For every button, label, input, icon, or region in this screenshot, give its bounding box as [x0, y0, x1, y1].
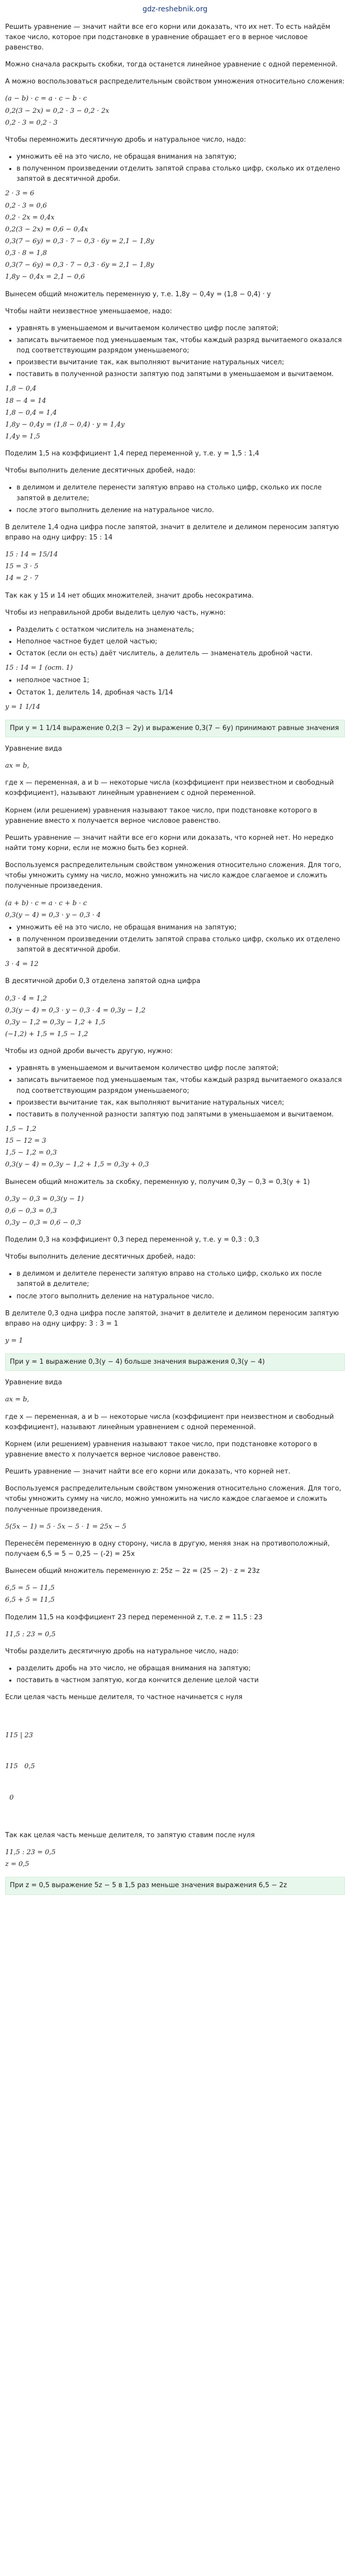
site-name[interactable]: gdz-reshebnik.org: [142, 5, 208, 13]
list-item: • в полученном произведении отделить запятой справа столько цифр, сколько их отделено запятой в десятичной дроби.: [16, 935, 345, 955]
list-item: • поставить в полученной разности запятую под запятыми в уменьшаемом и вычитаемом.: [16, 1110, 345, 1120]
list-item: • в полученном произведении отделить запятой справа столько цифр, сколько их отделено запятой в десятичной дроби.: [16, 164, 345, 184]
equation: 0,3y − 0,3 = 0,3(y − 1): [5, 1195, 84, 1203]
paragraph: В десятичной дроби 0,3 отделена запятой одна цифра: [5, 977, 201, 986]
paragraph: В делителе 0,3 одна цифра после запятой, значит в делителе и делимом переносим запятую вправо на одну цифру: 3 : 3 = 1: [5, 1309, 339, 1328]
list-item: • умножить её на это число, не обращая внимания на запятую;: [16, 152, 345, 162]
answer: y = 1 1/14: [5, 703, 41, 711]
equation: 0,3(7 − 6y) = 0,3 · 7 − 0,3 · 6y = 2,1 − 1,8y: [5, 237, 154, 245]
paragraph: где x — переменная, a и b — некоторые числа (коэффициент при неизвестном и свободный коэффициент), называют линейным уравнением с одной переменной.: [5, 779, 334, 798]
list-item: • записать вычитаемое под уменьшаемым так, чтобы каждый разряд вычитаемого оказался под соответствующим разрядом уменьшаемого;: [16, 335, 345, 356]
equation: 0,6 − 0,3 = 0,3: [5, 1207, 57, 1215]
equation: 0,2 · 2x = 0,4x: [5, 213, 55, 222]
paragraph: Вынесем общий множитель переменную z: 25z − 2z = (25 − 2) · z = 23z: [5, 1567, 260, 1575]
list-item: • умножить её на это число, не обращая внимания на запятую;: [16, 923, 345, 933]
formula: (a − b) · c = a · c − b · c: [5, 95, 87, 103]
paragraph: Можно сначала раскрыть скобки, тогда останется линейное уравнение с одной переменной.: [5, 61, 338, 69]
question-box: [5, 720, 345, 737]
rule-list: [5, 1664, 345, 1686]
paragraph: Так как целая часть меньше делителя, то запятую ставим после нуля: [5, 1831, 255, 1839]
rule-list: [5, 1269, 345, 1301]
rule-title: Чтобы из одной дроби вычесть другую, нужно:: [5, 1047, 173, 1056]
equation: 1,8y − 0,4y = (1,8 − 0,4) · y = 1,4y: [5, 420, 125, 429]
equation: 0,3(y − 4) = 0,3y − 1,2 + 1,5 = 0,3y + 0,3: [5, 1161, 149, 1169]
equation: 2 · 3 = 6: [5, 190, 34, 198]
rule-title: Чтобы разделить десятичную дробь на натуральное число, надо:: [5, 1647, 239, 1655]
equation: 15 = 3 · 5: [5, 563, 39, 571]
question-text: При y = 1 выражение 0,3(y − 4) больше значения выражения 0,3(y − 4): [10, 1358, 265, 1366]
formula: (a + b) · c = a · c + b · c: [5, 899, 87, 907]
paragraph: Воспользуемся распределительным свойством умножения относительно сложения. Для того, чтобы умножить сумму на число, можно умножить на число каждое слагаемое и сложить полученные произведения.: [5, 861, 341, 890]
equation: 6,5 + 5 = 11,5: [5, 1596, 55, 1604]
equation: 15 : 14 = 1 (ост. 1): [5, 664, 73, 672]
paragraph: Воспользуемся распределительным свойством умножения относительно сложения. Для того, чтобы умножить сумму на число, можно умножить на число каждое слагаемое и сложить полученные произведения.: [5, 1485, 341, 1514]
equation: 0,3y − 0,3 = 0,6 − 0,3: [5, 1218, 81, 1227]
equation: 15 : 14 = 15/14: [5, 551, 58, 559]
equation: 0,3(7 − 6y) = 0,3 · 7 − 0,3 · 6y = 2,1 − 1,8y: [5, 261, 154, 269]
list-item: • Остаток 1, делитель 14, дробная часть 1/14: [16, 688, 345, 698]
rule-title: Чтобы выполнить деление десятичных дробей, надо:: [5, 1253, 196, 1261]
equation: 1,8y − 0,4x = 2,1 − 0,6: [5, 273, 85, 281]
paragraph: Поделим 0,3 на коэффициент 0,3 перед переменной y, т.е. y = 0,3 : 0,3: [5, 1236, 259, 1244]
list-item: • Разделить с остатком числитель на знаменатель;: [16, 625, 345, 635]
paragraph: Корнем (или решением) уравнения называют такое число, при подстановке которого в уравнение вместо x получается верное числовое равенство.: [5, 1440, 318, 1459]
rule-list: [5, 324, 345, 380]
paragraph: где x — переменная, a и b — некоторые числа (коэффициент при неизвестном и свободный коэффициент), называют линейным уравнением с одной переменной.: [5, 1413, 334, 1431]
equation: 1,4y = 1,5: [5, 433, 40, 441]
equation: 11,5 : 23 = 0,5: [5, 1849, 56, 1857]
paragraph: Если целая часть меньше делителя, то частное начинается с нуля: [5, 1693, 243, 1702]
list-item: • после этого выполнить деление на натуральное число.: [16, 1292, 345, 1302]
rule-list: [5, 675, 345, 698]
division-line: 0: [5, 1793, 14, 1802]
equation: 0,2 · 3 = 0,6: [5, 201, 47, 210]
paragraph: Поделим 11,5 на коэффициент 23 перед переменной z, т.е. z = 11,5 : 23: [5, 1613, 263, 1621]
list-item: • в делимом и делителе перенести запятую вправо на столько цифр, сколько их после запятой в делителе;: [16, 1269, 345, 1290]
equation: 1,8 − 0,4 = 1,4: [5, 409, 57, 417]
paragraph: Поделим 1,5 на коэффициент 1,4 перед переменной y, т.е. y = 1,5 : 1,4: [5, 450, 259, 458]
list-item: • Неполное частное будет целой частью;: [16, 637, 345, 647]
paragraph: Так как у 15 и 14 нет общих множителей, значит дробь несократима.: [5, 591, 254, 600]
rule-list: [5, 923, 345, 955]
question-text: При z = 0,5 выражение 5z − 5 в 1,5 раз меньше значения выражения 6,5 − 2z: [10, 1882, 287, 1890]
equation: 0,2(3 − 2x) = 0,2 · 3 − 0,2 · 2x: [5, 107, 110, 115]
list-item: • после этого выполнить деление на натуральное число.: [16, 505, 345, 516]
paragraph: Перенесём переменную в одну сторону, числа в другую, меняя знак на противоположный, получаем 6,5 = 5 − 0,25 − (-2) = 25x: [5, 1539, 330, 1558]
question-box: [5, 1353, 345, 1371]
list-item: • произвести вычитание так, как выполняют вычитание натуральных чисел;: [16, 1098, 345, 1108]
paragraph: Решить уравнение — значит найти все его корни или доказать, что корней нет.: [5, 1468, 291, 1476]
section-3: [5, 1378, 345, 1870]
equation: 6,5 = 5 − 11,5: [5, 1584, 55, 1592]
paragraph: Решить уравнение — значит найти все его корни или доказать, что их нет. То есть найдём такое число, которое при подстановке в уравнение обращает его в верное числовое равенство.: [5, 23, 330, 52]
rule-list: [5, 625, 345, 659]
paragraph: Уравнение вида: [5, 1379, 62, 1387]
paragraph: Уравнение вида: [5, 745, 62, 753]
paragraph: Корнем (или решением) уравнения называют такое число, при подстановке которого в уравнение вместо x получается верное числовое равенство.: [5, 806, 318, 825]
equation: 0,3y − 1,2 = 0,3y − 1,2 + 1,5: [5, 1018, 106, 1026]
equation: 0,3 · 4 = 1,2: [5, 994, 47, 1003]
equation: 0,3 · 8 = 1,8: [5, 249, 47, 258]
paragraph: В делителе 1,4 одна цифра после запятой, значит в делителе и делимом переносим запятую вправо на одну цифру: 15 : 14: [5, 523, 339, 542]
paragraph: Решить уравнение — значит найти все его корни или доказать, что корней нет. Но нередко найти тому корни, если не можно быть без корней.: [5, 834, 334, 852]
list-item: • неполное частное 1;: [16, 675, 345, 686]
list-item: • в делимом и делителе перенести запятую вправо на столько цифр, сколько их после запятой в делителе;: [16, 483, 345, 503]
formula: ax = b,: [5, 1396, 29, 1404]
equation: 1,5 − 1,2 = 0,3: [5, 1149, 57, 1157]
division-line: 115 | 23: [5, 1731, 33, 1739]
rule-list: [5, 152, 345, 184]
rule-title: Чтобы найти неизвестное уменьшаемое, надо:: [5, 307, 172, 315]
equation: 11,5 : 23 = 0,5: [5, 1630, 56, 1638]
equation: 0,2(3 − 2x) = 0,6 − 0,4x: [5, 225, 88, 233]
rule-title: Чтобы из неправильной дроби выделить целую часть, нужно:: [5, 608, 226, 617]
formula: ax = b,: [5, 762, 29, 770]
question-box: [5, 1877, 345, 1894]
rule-list: [5, 1063, 345, 1120]
equation: 1,8 − 0,4: [5, 385, 37, 393]
section-1: [5, 22, 345, 713]
rule-title: Чтобы выполнить деление десятичных дробей, надо:: [5, 467, 196, 475]
equation: 0,2 · 3 = 0,2 · 3: [5, 118, 58, 127]
list-item: • произвести вычитание так, как выполняют вычитание натуральных чисел;: [16, 358, 345, 368]
question-text: При y = 1 1/14 выражение 0,2(3 − 2y) и выражение 0,3(7 − 6y) принимают равные значения: [10, 724, 339, 732]
equation: 0,3(y − 4) = 0,3 · y − 0,3 · 4 = 0,3y − 1,2: [5, 1006, 146, 1014]
paragraph: Вынесем общий множитель переменную y, т.е. 1,8y − 0,4y = (1,8 − 0,4) · y: [5, 290, 271, 298]
list-item: • поставить в частном запятую, когда кончится деление целой части: [16, 1675, 345, 1686]
list-item: • поставить в полученной разности запятую под запятыми в уменьшаемом и вычитаемом.: [16, 369, 345, 380]
list-item: • записать вычитаемое под уменьшаемым так, чтобы каждый разряд вычитаемого оказался под соответствующим разрядом уменьшаемого;: [16, 1075, 345, 1096]
rule-title: Чтобы перемножить десятичную дробь и натуральное число, надо:: [5, 135, 246, 144]
equation: 3 · 4 = 12: [5, 960, 39, 969]
site-header[interactable]: [5, 4, 345, 15]
equation: 14 = 2 · 7: [5, 574, 39, 583]
equation: (−1,2) + 1,5 = 1,5 − 1,2: [5, 1030, 89, 1038]
paragraph: Вынесем общий множитель за скобку, переменную y, получим 0,3y − 0,3 = 0,3(y + 1): [5, 1178, 310, 1186]
list-item: • уравнять в уменьшаемом и вычитаемом количество цифр после запятой;: [16, 1063, 345, 1074]
list-item: • уравнять в уменьшаемом и вычитаемом количество цифр после запятой;: [16, 324, 345, 334]
equation: 5(5x − 1) = 5 · 5x − 5 · 1 = 25x − 5: [5, 1522, 127, 1531]
section-2: [5, 744, 345, 1346]
division-line: 115 0,5: [5, 1762, 35, 1771]
list-item: • разделить дробь на это число, не обращая внимания на запятую;: [16, 1664, 345, 1674]
list-item: • Остаток (если он есть) даёт числитель, а делитель — знаменатель дробной части.: [16, 649, 345, 659]
equation: 18 − 4 = 14: [5, 397, 46, 405]
rule-list: [5, 483, 345, 515]
equation: 0,3(y − 4) = 0,3 · y − 0,3 · 4: [5, 911, 101, 919]
column-division: [5, 1709, 345, 1824]
equation: 15 − 12 = 3: [5, 1137, 46, 1145]
paragraph: А можно воспользоваться распределительным свойством умножения относительно сложения:: [5, 78, 345, 86]
answer: z = 0,5: [5, 1860, 29, 1869]
equation: 1,5 − 1,2: [5, 1125, 37, 1133]
answer: y = 1: [5, 1337, 23, 1345]
